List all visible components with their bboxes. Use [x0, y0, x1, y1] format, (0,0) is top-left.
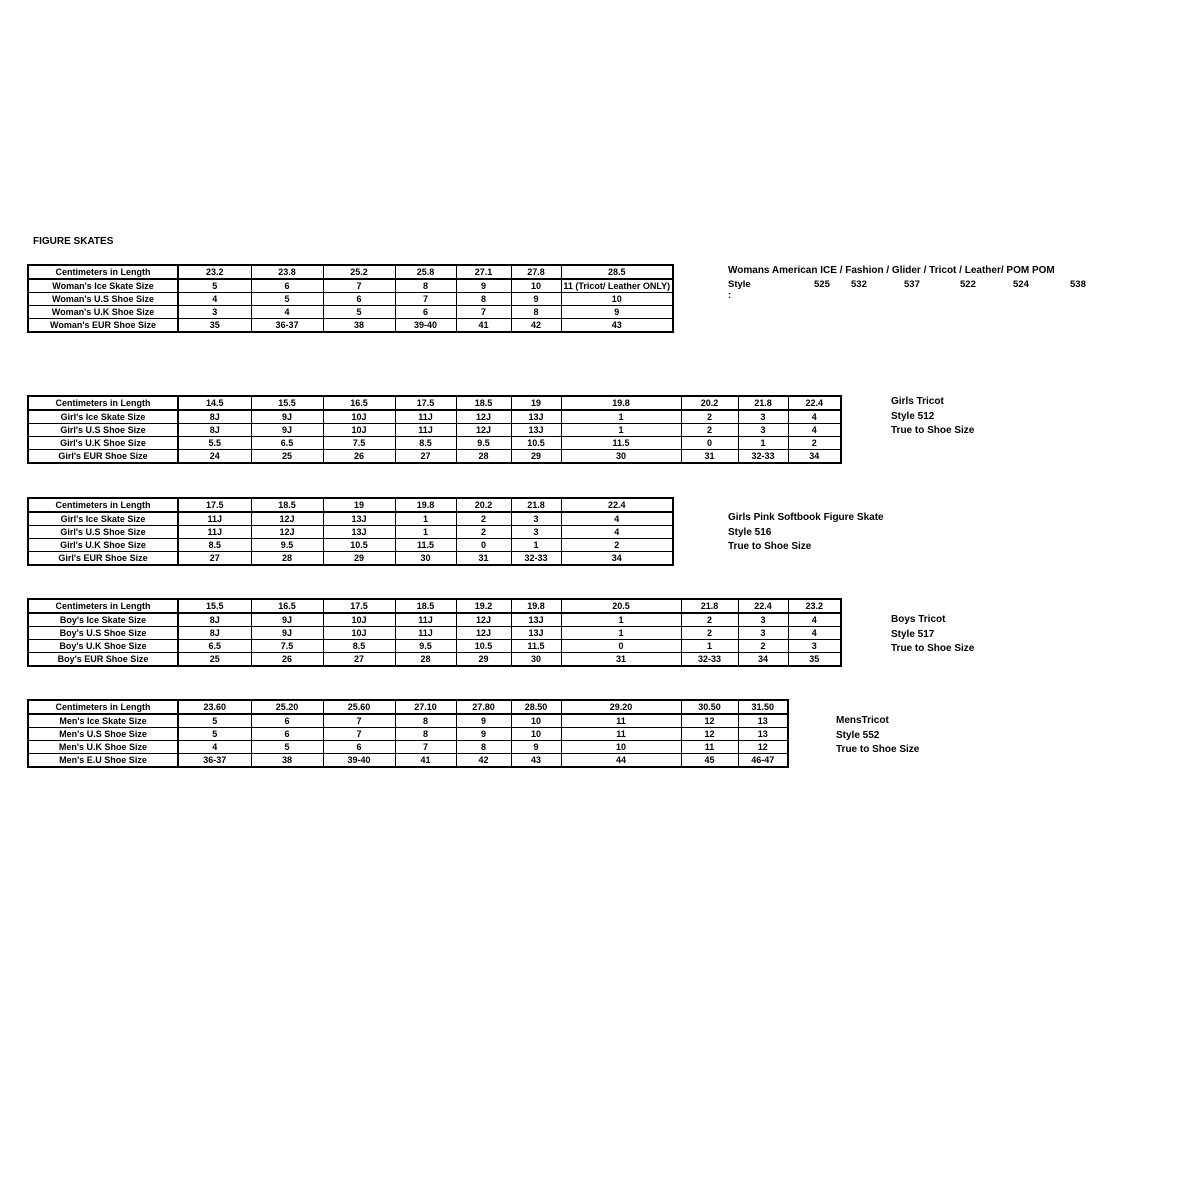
- row-label: Boy's U.S Shoe Size: [28, 627, 178, 640]
- length-cell: 31.50: [738, 700, 788, 714]
- girls-tricot-style: Style 512: [891, 410, 935, 422]
- boys-tricot-size-table: [27, 598, 842, 667]
- size-cell: 6: [323, 293, 395, 306]
- table-row: [28, 552, 673, 566]
- length-cell: 28.5: [561, 265, 673, 279]
- size-cell: 38: [323, 319, 395, 333]
- size-cell: 28: [251, 552, 323, 566]
- length-cell: 28.50: [511, 700, 561, 714]
- table-row: [28, 741, 788, 754]
- size-cell: 36-37: [178, 754, 251, 768]
- size-cell: 2: [738, 640, 788, 653]
- size-cell: 11J: [395, 627, 456, 640]
- size-cell: 30: [561, 450, 681, 464]
- size-cell: 13J: [511, 424, 561, 437]
- size-cell: 41: [456, 319, 511, 333]
- size-cell: 2: [681, 627, 738, 640]
- length-cell: 27.10: [395, 700, 456, 714]
- size-cell: 12: [738, 741, 788, 754]
- size-cell: 9: [456, 279, 511, 293]
- length-cell: 21.8: [511, 498, 561, 512]
- size-cell: 10: [511, 728, 561, 741]
- size-cell: 11J: [395, 424, 456, 437]
- length-cell: 21.8: [681, 599, 738, 613]
- size-cell: 4: [788, 627, 841, 640]
- row-label: Girl's U.S Shoe Size: [28, 526, 178, 539]
- size-cell: 32-33: [511, 552, 561, 566]
- length-cell: 20.5: [561, 599, 681, 613]
- mens-tricot-size-table: [27, 699, 789, 768]
- womens-style-label: Style :: [728, 279, 751, 301]
- table-row: [28, 754, 788, 768]
- size-cell: 8: [456, 293, 511, 306]
- girls-pink-info: [728, 511, 884, 555]
- size-cell: 28: [456, 450, 511, 464]
- length-cell: 29.20: [561, 700, 681, 714]
- womens-style-number: 524: [1013, 279, 1029, 290]
- size-cell: 9: [456, 728, 511, 741]
- length-cell: 14.5: [178, 396, 251, 410]
- length-cell: 23.60: [178, 700, 251, 714]
- row-label: Girl's EUR Shoe Size: [28, 552, 178, 566]
- size-cell: 4: [788, 424, 841, 437]
- size-cell: 10J: [323, 410, 395, 424]
- size-cell: 12: [681, 728, 738, 741]
- size-cell: 29: [323, 552, 395, 566]
- size-cell: 2: [456, 526, 511, 539]
- table-header-row: [28, 599, 841, 613]
- girls-pink-fit: True to Shoe Size: [728, 541, 812, 552]
- size-cell: 35: [178, 319, 251, 333]
- size-cell: 0: [681, 437, 738, 450]
- length-cell: 19.8: [395, 498, 456, 512]
- length-cell: 19: [323, 498, 395, 512]
- length-cell: 18.5: [395, 599, 456, 613]
- size-cell: 10.5: [323, 539, 395, 552]
- size-cell: 25: [251, 450, 323, 464]
- size-cell: 43: [561, 319, 673, 333]
- table-header-row: [28, 396, 841, 410]
- length-cell: 16.5: [323, 396, 395, 410]
- size-cell: 32-33: [738, 450, 788, 464]
- size-cell: 4: [561, 526, 673, 539]
- size-cell: 6: [251, 279, 323, 293]
- length-cell: 25.20: [251, 700, 323, 714]
- womens-style-number: 538: [1070, 279, 1086, 290]
- girls-tricot-name: Girls Tricot: [891, 396, 944, 407]
- row-label: Centimeters in Length: [28, 396, 178, 410]
- length-cell: 17.5: [323, 599, 395, 613]
- row-label: Girl's U.K Shoe Size: [28, 437, 178, 450]
- size-cell: 8.5: [323, 640, 395, 653]
- mens-tricot-name: MensTricot: [836, 715, 889, 726]
- size-cell: 5: [323, 306, 395, 319]
- size-cell: 8: [456, 741, 511, 754]
- size-cell: 31: [456, 552, 511, 566]
- size-cell: 29: [511, 450, 561, 464]
- row-label: Boy's EUR Shoe Size: [28, 653, 178, 667]
- size-cell: 2: [561, 539, 673, 552]
- size-cell: 8: [395, 728, 456, 741]
- table-header-row: [28, 700, 788, 714]
- length-cell: 22.4: [788, 396, 841, 410]
- size-cell: 7: [395, 293, 456, 306]
- length-cell: 19.2: [456, 599, 511, 613]
- size-cell: 32-33: [681, 653, 738, 667]
- row-label: Woman's U.S Shoe Size: [28, 293, 178, 306]
- table-row: [28, 410, 841, 424]
- length-cell: 19: [511, 396, 561, 410]
- size-cell: 1: [395, 526, 456, 539]
- size-cell: 11J: [178, 512, 251, 526]
- length-cell: 23.8: [251, 265, 323, 279]
- size-cell: 3: [511, 526, 561, 539]
- size-cell: 31: [561, 653, 681, 667]
- size-cell: 2: [681, 410, 738, 424]
- size-cell: 11.5: [511, 640, 561, 653]
- size-cell: 9: [511, 293, 561, 306]
- size-cell: 36-37: [251, 319, 323, 333]
- table-row: [28, 526, 673, 539]
- size-cell: 8: [511, 306, 561, 319]
- size-cell: 9J: [251, 424, 323, 437]
- size-cell: 11J: [178, 526, 251, 539]
- size-cell: 0: [561, 640, 681, 653]
- size-cell: 30: [511, 653, 561, 667]
- size-cell: 8.5: [178, 539, 251, 552]
- length-cell: 25.8: [395, 265, 456, 279]
- size-cell: 0: [456, 539, 511, 552]
- mens-tricot-info: [836, 714, 919, 758]
- size-cell: 11J: [395, 613, 456, 627]
- size-cell: 7: [323, 279, 395, 293]
- length-cell: 22.4: [561, 498, 673, 512]
- girls-tricot-info: [891, 395, 974, 439]
- length-cell: 25.60: [323, 700, 395, 714]
- size-cell: 5: [178, 728, 251, 741]
- girls-pink-name: Girls Pink Softbook Figure Skate: [728, 512, 884, 523]
- size-cell: 41: [395, 754, 456, 768]
- size-cell: 4: [788, 410, 841, 424]
- boys-tricot-fit: True to Shoe Size: [891, 643, 975, 654]
- size-cell: 12J: [456, 424, 511, 437]
- length-cell: 17.5: [178, 498, 251, 512]
- size-cell: 38: [251, 754, 323, 768]
- length-cell: 19.8: [511, 599, 561, 613]
- size-cell: 10: [561, 293, 673, 306]
- size-cell: 3: [511, 512, 561, 526]
- size-cell: 1: [561, 613, 681, 627]
- size-cell: 2: [456, 512, 511, 526]
- size-cell: 46-47: [738, 754, 788, 768]
- size-cell: 2: [681, 424, 738, 437]
- size-cell: 34: [738, 653, 788, 667]
- size-cell: 12: [681, 714, 738, 728]
- size-cell: 4: [788, 613, 841, 627]
- size-cell: 5: [251, 293, 323, 306]
- size-cell: 29: [456, 653, 511, 667]
- size-cell: 5: [251, 741, 323, 754]
- length-cell: 25.2: [323, 265, 395, 279]
- table-row: [28, 539, 673, 552]
- size-cell: 12J: [251, 526, 323, 539]
- row-label: Men's U.S Shoe Size: [28, 728, 178, 741]
- length-cell: 17.5: [395, 396, 456, 410]
- table-row: [28, 613, 841, 627]
- row-label: Centimeters in Length: [28, 599, 178, 613]
- size-cell: 1: [681, 640, 738, 653]
- size-cell: 7: [323, 728, 395, 741]
- table-row: [28, 319, 673, 333]
- size-cell: 8J: [178, 613, 251, 627]
- womens-style-number: 537: [904, 279, 920, 290]
- womens-style-number: 532: [851, 279, 867, 290]
- size-cell: 13J: [511, 627, 561, 640]
- length-cell: 30.50: [681, 700, 738, 714]
- boys-tricot-name: Boys Tricot: [891, 614, 946, 625]
- size-cell: 11J: [395, 410, 456, 424]
- table-row: [28, 424, 841, 437]
- table-row: [28, 640, 841, 653]
- womens-style-number: 522: [960, 279, 976, 290]
- table-header-row: [28, 498, 673, 512]
- table-row: [28, 306, 673, 319]
- row-label: Men's U.K Shoe Size: [28, 741, 178, 754]
- size-cell: 9J: [251, 613, 323, 627]
- size-cell: 13J: [323, 512, 395, 526]
- girls-tricot-size-table: [27, 395, 842, 464]
- size-cell: 26: [251, 653, 323, 667]
- table-row: [28, 728, 788, 741]
- size-cell: 4: [251, 306, 323, 319]
- size-cell: 7.5: [323, 437, 395, 450]
- size-cell: 43: [511, 754, 561, 768]
- size-cell: 1: [511, 539, 561, 552]
- size-cell: 31: [681, 450, 738, 464]
- size-cell: 6: [323, 741, 395, 754]
- size-cell: 5: [178, 714, 251, 728]
- length-cell: 16.5: [251, 599, 323, 613]
- size-cell: 11: [561, 728, 681, 741]
- size-cell: 6.5: [251, 437, 323, 450]
- row-label: Woman's Ice Skate Size: [28, 279, 178, 293]
- size-cell: 6.5: [178, 640, 251, 653]
- size-cell: 10J: [323, 627, 395, 640]
- size-cell: 25: [178, 653, 251, 667]
- length-cell: 27.80: [456, 700, 511, 714]
- length-cell: 18.5: [456, 396, 511, 410]
- row-label: Girl's Ice Skate Size: [28, 512, 178, 526]
- table-header-row: [28, 265, 673, 279]
- table-row: [28, 437, 841, 450]
- size-cell: 10: [561, 741, 681, 754]
- size-cell: 11 (Tricot/ Leather ONLY): [561, 279, 673, 293]
- size-cell: 10J: [323, 613, 395, 627]
- size-cell: 4: [178, 741, 251, 754]
- size-cell: 1: [561, 410, 681, 424]
- size-cell: 9.5: [251, 539, 323, 552]
- size-cell: 13J: [511, 613, 561, 627]
- size-cell: 9.5: [456, 437, 511, 450]
- length-cell: 15.5: [178, 599, 251, 613]
- size-cell: 12J: [456, 627, 511, 640]
- boys-tricot-info: [891, 613, 974, 657]
- size-cell: 26: [323, 450, 395, 464]
- size-cell: 7: [395, 741, 456, 754]
- page-title: FIGURE SKATES: [33, 236, 114, 247]
- length-cell: 27.8: [511, 265, 561, 279]
- row-label: Girl's Ice Skate Size: [28, 410, 178, 424]
- womens-size-table: [27, 264, 674, 333]
- size-cell: 8J: [178, 627, 251, 640]
- size-cell: 8J: [178, 410, 251, 424]
- size-cell: 3: [738, 613, 788, 627]
- size-cell: 28: [395, 653, 456, 667]
- table-row: [28, 450, 841, 464]
- row-label: Woman's EUR Shoe Size: [28, 319, 178, 333]
- size-cell: 13J: [511, 410, 561, 424]
- length-cell: 15.5: [251, 396, 323, 410]
- mens-tricot-style: Style 552: [836, 729, 880, 741]
- size-cell: 9.5: [395, 640, 456, 653]
- size-cell: 11: [681, 741, 738, 754]
- size-cell: 6: [251, 728, 323, 741]
- row-label: Centimeters in Length: [28, 265, 178, 279]
- row-label: Men's E.U Shoe Size: [28, 754, 178, 768]
- size-cell: 13: [738, 714, 788, 728]
- table-row: [28, 293, 673, 306]
- size-cell: 8: [395, 279, 456, 293]
- size-cell: 2: [788, 437, 841, 450]
- size-cell: 6: [395, 306, 456, 319]
- size-cell: 10.5: [511, 437, 561, 450]
- table-row: [28, 714, 788, 728]
- boys-tricot-style: Style 517: [891, 628, 935, 640]
- size-cell: 39-40: [323, 754, 395, 768]
- size-cell: 4: [561, 512, 673, 526]
- row-label: Centimeters in Length: [28, 700, 178, 714]
- size-cell: 7: [323, 714, 395, 728]
- womens-style-number: 525: [814, 279, 830, 290]
- size-cell: 44: [561, 754, 681, 768]
- size-cell: 3: [738, 424, 788, 437]
- size-cell: 34: [788, 450, 841, 464]
- table-row: [28, 512, 673, 526]
- size-cell: 35: [788, 653, 841, 667]
- mens-tricot-fit: True to Shoe Size: [836, 744, 920, 755]
- size-cell: 30: [395, 552, 456, 566]
- size-cell: 13: [738, 728, 788, 741]
- size-cell: 9: [456, 714, 511, 728]
- size-cell: 27: [395, 450, 456, 464]
- size-cell: 8J: [178, 424, 251, 437]
- length-cell: 20.2: [681, 396, 738, 410]
- size-cell: 45: [681, 754, 738, 768]
- size-cell: 3: [738, 410, 788, 424]
- length-cell: 20.2: [456, 498, 511, 512]
- size-cell: 42: [511, 319, 561, 333]
- size-cell: 11: [561, 714, 681, 728]
- row-label: Boy's Ice Skate Size: [28, 613, 178, 627]
- womens-heading: Womans American ICE / Fashion / Glider / Tricot / Leather/ POM POM: [728, 265, 1055, 276]
- table-row: [28, 279, 673, 293]
- row-label: Girl's U.K Shoe Size: [28, 539, 178, 552]
- size-cell: 7.5: [251, 640, 323, 653]
- size-cell: 10.5: [456, 640, 511, 653]
- row-label: Men's Ice Skate Size: [28, 714, 178, 728]
- size-cell: 12J: [251, 512, 323, 526]
- length-cell: 27.1: [456, 265, 511, 279]
- size-cell: 3: [178, 306, 251, 319]
- size-cell: 10: [511, 714, 561, 728]
- size-cell: 42: [456, 754, 511, 768]
- size-cell: 27: [323, 653, 395, 667]
- size-cell: 8: [395, 714, 456, 728]
- girls-tricot-fit: True to Shoe Size: [891, 425, 975, 436]
- row-label: Boy's U.K Shoe Size: [28, 640, 178, 653]
- size-cell: 6: [251, 714, 323, 728]
- size-cell: 12J: [456, 613, 511, 627]
- size-cell: 10: [511, 279, 561, 293]
- size-cell: 9J: [251, 410, 323, 424]
- size-cell: 34: [561, 552, 673, 566]
- size-cell: 1: [561, 627, 681, 640]
- size-cell: 9: [561, 306, 673, 319]
- length-cell: 23.2: [178, 265, 251, 279]
- girls-pink-size-table: [27, 497, 674, 566]
- size-cell: 11.5: [561, 437, 681, 450]
- length-cell: 18.5: [251, 498, 323, 512]
- size-cell: 11.5: [395, 539, 456, 552]
- length-cell: 19.8: [561, 396, 681, 410]
- size-cell: 2: [681, 613, 738, 627]
- size-cell: 3: [738, 627, 788, 640]
- size-cell: 4: [178, 293, 251, 306]
- size-cell: 8.5: [395, 437, 456, 450]
- size-cell: 24: [178, 450, 251, 464]
- size-cell: 1: [561, 424, 681, 437]
- length-cell: 23.2: [788, 599, 841, 613]
- size-cell: 9: [511, 741, 561, 754]
- size-cell: 9J: [251, 627, 323, 640]
- row-label: Woman's U.K Shoe Size: [28, 306, 178, 319]
- size-cell: 7: [456, 306, 511, 319]
- size-cell: 1: [395, 512, 456, 526]
- girls-pink-style: Style 516: [728, 526, 772, 538]
- length-cell: 21.8: [738, 396, 788, 410]
- size-cell: 13J: [323, 526, 395, 539]
- size-cell: 10J: [323, 424, 395, 437]
- size-cell: 5.5: [178, 437, 251, 450]
- length-cell: 22.4: [738, 599, 788, 613]
- table-row: [28, 653, 841, 667]
- table-row: [28, 627, 841, 640]
- size-cell: 1: [738, 437, 788, 450]
- size-cell: 12J: [456, 410, 511, 424]
- row-label: Centimeters in Length: [28, 498, 178, 512]
- row-label: Girl's EUR Shoe Size: [28, 450, 178, 464]
- size-cell: 39-40: [395, 319, 456, 333]
- size-cell: 27: [178, 552, 251, 566]
- row-label: Girl's U.S Shoe Size: [28, 424, 178, 437]
- size-cell: 5: [178, 279, 251, 293]
- size-cell: 3: [788, 640, 841, 653]
